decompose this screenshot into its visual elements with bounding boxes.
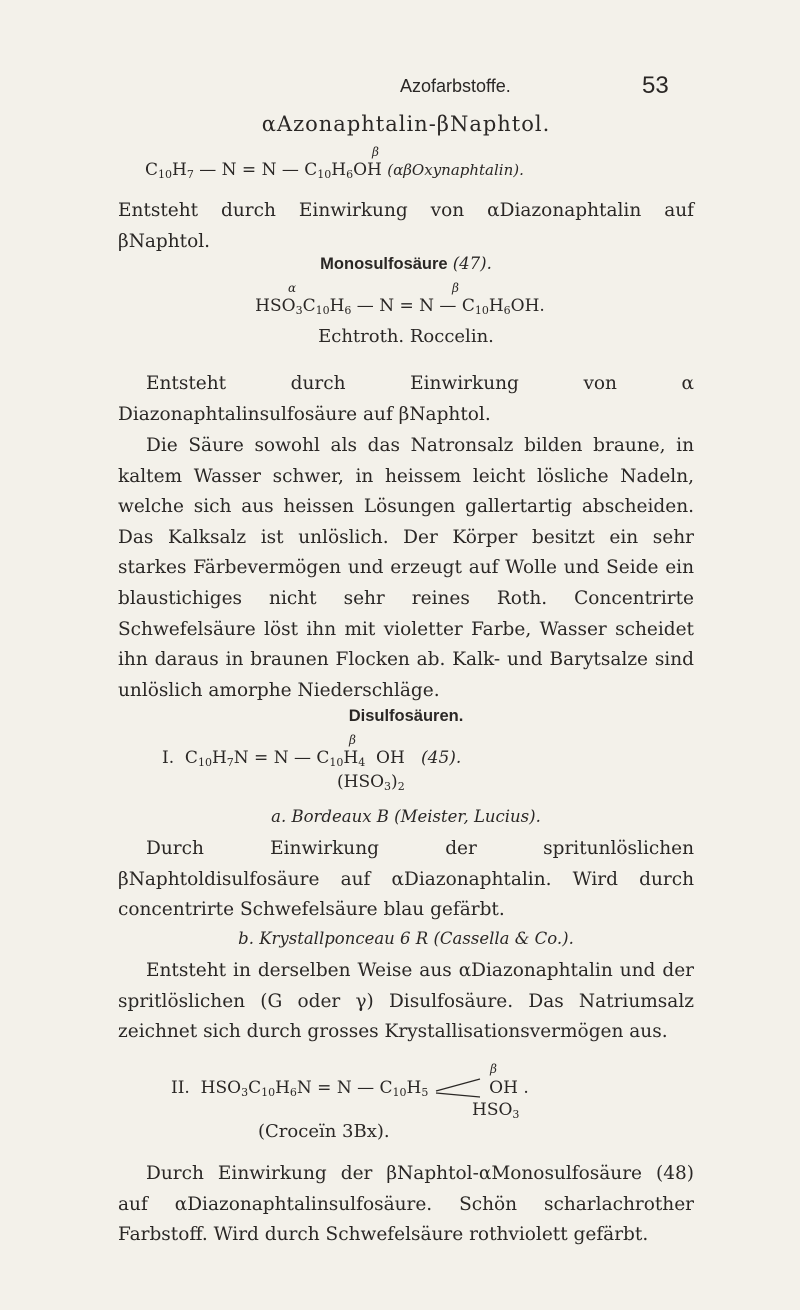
section1-text: Entsteht durch Einwirkung von αDiazonaphtalin auf βNaphtol. [118,200,694,252]
formula-beta-mark: β [372,145,379,159]
section2-para2: Die Säure sowohl als das Natronsalz bilden braune, in kaltem Wasser schwer, in heissem leicht lösliche Nadeln, welche sich aus heissen Lösungen gallertartig abscheiden. Das Kalksalz ist unlöslich. Der Körper besitzt ein sehr starkes Färbevermögen und erzeugt auf Wolle und Seide ein blaustichiges nicht sehr reines Roth. Concentrirte Schwefelsäure löst ihn mit violetter Farbe, Wasser scheidet ihn daraus in braunen Flocken ab. Kalk- und Barytsalze sind unlöslich amorphe Niederschläge. [118,435,694,701]
formula-beta-mark-3: β [349,733,356,747]
subhead-a: a. Bordeaux B (Meister, Lucius). [271,807,541,826]
formula-beta-mark-2: β [452,281,459,295]
formula-disulfo-2-name: (Croceïn 3Bx). [258,1121,390,1142]
formula-note: (αβOxynaphtalin). [387,161,524,179]
formula-disulfo-1: I. $C_{10}H_7N = N$ — $C_{10}H_4$ OH (45). [162,748,462,769]
page-number: 53 [642,72,669,99]
formula-monosulfo: $HSO_3C_{10}H_6$ — N = N — $C_{10}H_6OH$. [255,296,545,317]
section3-final-text: Durch Einwirkung der βNaphtol-αMonosulfosäure (48) auf αDiazonaphtalinsulfosäure. Schön scharlachrother Farbstoff. Wird durch Schwefelsäure rothviolett gefärbt. [118,1163,694,1246]
formula-alpha-mark: α [288,281,297,295]
monosulfo-heading: Monosulfosäure (47). [320,254,492,273]
formula-disulfo-2: II. $HSO_3C_{10}H_6N = N$ — $C_{10}H_5$ OH . [171,1078,529,1099]
section-title: αAzonaphtalin-βNaphtol. [261,112,551,136]
running-title: Azofarbstoffe. [400,76,511,96]
formula-azonaphtol: $C_{10}H_7$ — N = N — $C_{10}H_6OH$ (αβOxynaphtalin). [145,160,524,181]
running-head [0,72,800,102]
formula-disulfo-1-sulfo: $(HSO_3)_2$ [337,772,405,793]
section3-a-text: Durch Einwirkung der spritunlöslichen βNaphtoldisulfosäure auf αDiazonaphtalin. Wird durch concentrirte Schwefelsäure blau gefärbt. [118,838,694,921]
subhead-b: b. Krystallponceau 6 R (Cassella & Co.). [238,929,574,948]
section3-b-text: Entsteht in derselben Weise aus αDiazonaphtalin und der spritlöslichen (G oder γ) Disulfosäure. Das Natriumsalz zeichnet sich durch grosses Krystallisationsvermögen aus. [118,960,694,1043]
formula-disulfo-2-sulfo: $HSO_3$ [472,1100,520,1121]
formula-beta-mark-4: β [490,1062,497,1076]
disulfo-heading: Disulfosäuren. [348,707,464,725]
section2-para1: Entsteht durch Einwirkung von α Diazonaphtalinsulfosäure auf βNaphtol. [118,373,694,425]
dye-names: Echtroth. Roccelin. [318,326,494,347]
branch-lines [434,1077,484,1099]
